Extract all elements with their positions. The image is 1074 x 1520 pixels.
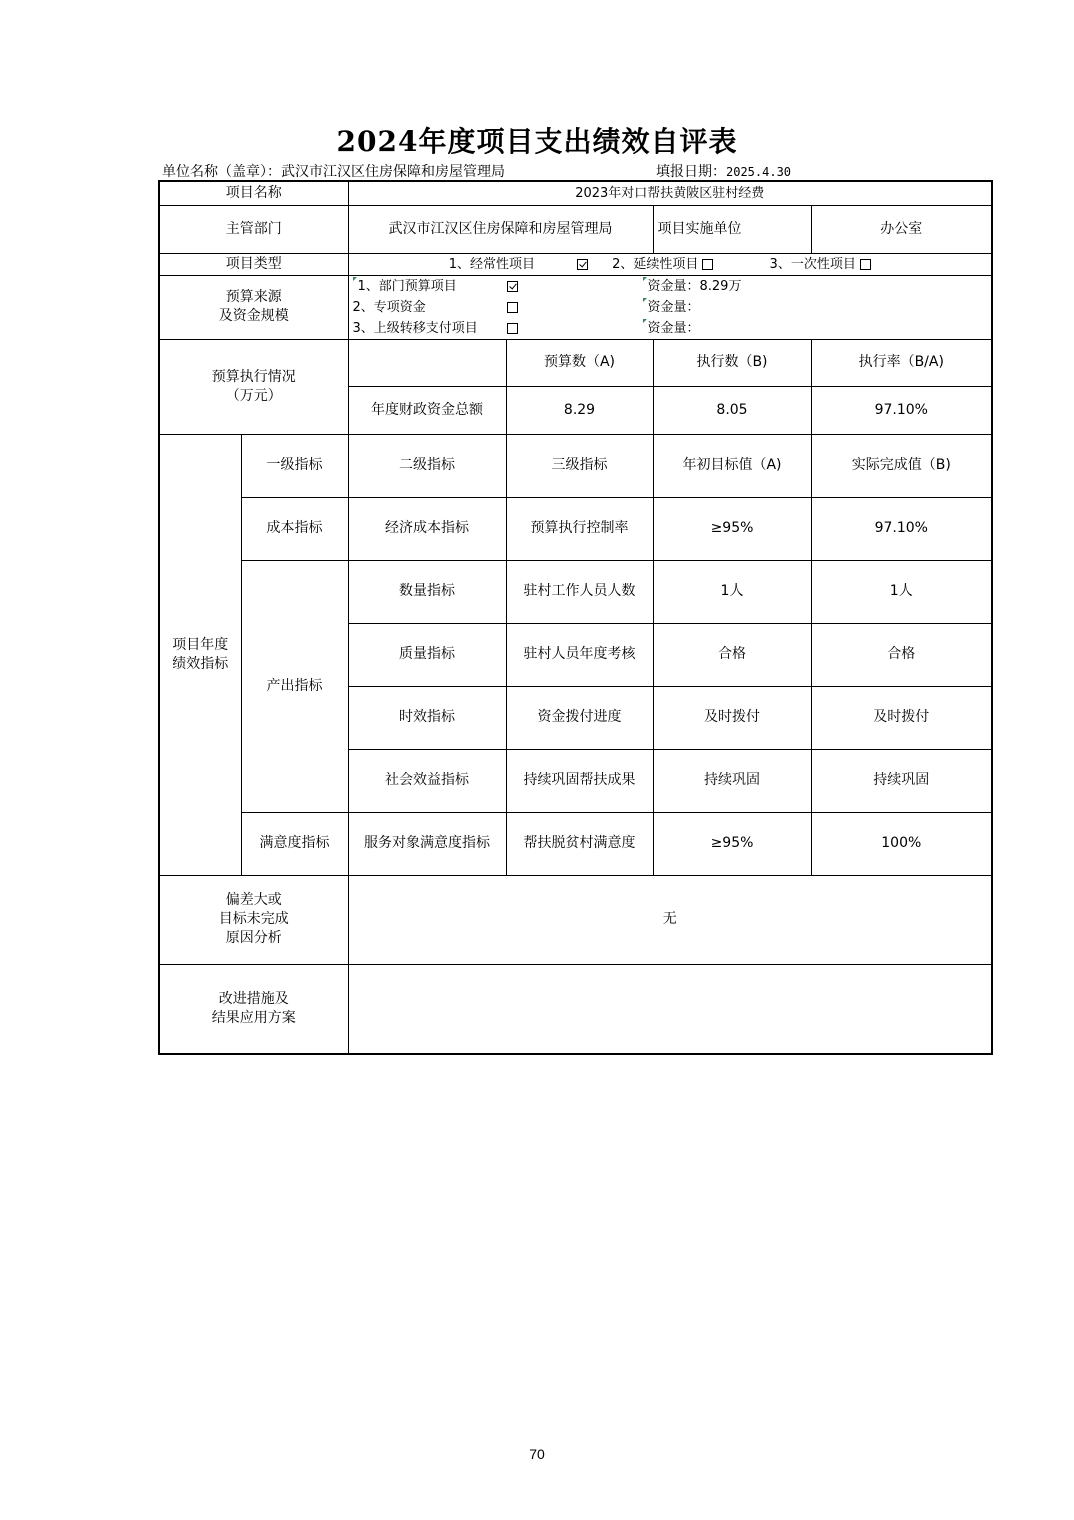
type-option-label: 3、一次性项目 [769,256,856,272]
page-title: 2024年度项目支出绩效自评表 [336,125,738,158]
source-label-line-2: 及资金规模 [218,308,289,324]
project-name-value: 2023年对口帮扶黄陂区驻村经费 [348,181,992,205]
source-option-label: 3、上级转移支付项目 [352,320,478,336]
perf-group-label [159,434,241,875]
output-target: 合格 [653,623,811,686]
source-amount: 资金量：8.29万 [647,278,742,294]
output-l2: 数量指标 [348,560,506,623]
output-l3: 驻村工作人员人数 [506,560,653,623]
improve-label-line-2: 结果应用方案 [211,1009,296,1026]
exec-row-label: 年度财政资金总额 [348,386,506,434]
output-l2: 时效指标 [348,686,506,749]
checkbox-icon[interactable] [860,259,871,270]
row-improvement [159,964,992,1054]
page-number: 70 [529,1446,545,1462]
unit-name: 单位名称（盖章）：武汉市江汉区住房保障和房屋管理局 [162,164,505,180]
output-l3: 驻村人员年度考核 [506,623,653,686]
comment-marker-icon [643,298,647,302]
perf-header-l1: 一级指标 [241,434,348,497]
perf-header-actual: 实际完成值（B) [811,434,992,497]
source-options [348,275,992,339]
perf-header-l3: 三级指标 [506,434,653,497]
type-option-label: 1、经常性项目 [448,256,535,272]
cost-l1: 成本指标 [241,497,348,560]
type-option-1 [449,257,588,272]
exec-label [159,339,348,434]
output-actual: 合格 [811,623,992,686]
type-option-label: 2、延续性项目 [612,256,699,272]
perf-group-label-line-1: 项目年度 [172,636,229,653]
row-perf-header [159,434,992,497]
performance-table [158,180,993,1055]
exec-header-rate: 执行率（B/A) [811,339,992,386]
type-option-2 [612,257,713,272]
source-amount: 资金量： [647,320,700,336]
date-value: 2025.4.30 [726,165,792,179]
improve-label [159,964,348,1054]
row-project-type [159,253,992,275]
exec-actual-value: 8.05 [653,386,811,434]
source-option-3 [353,318,992,339]
form-meta [160,161,990,181]
exec-header-budget: 预算数（A) [506,339,653,386]
source-label [159,275,348,339]
output-l3: 持续巩固帮扶成果 [506,749,653,812]
output-actual: 1人 [811,560,992,623]
source-option-label: 2、专项资金 [352,299,426,315]
exec-budget-value: 8.29 [506,386,653,434]
output-target: 持续巩固 [653,749,811,812]
perf-header-l2: 二级指标 [348,434,506,497]
source-label-line-1: 预算来源 [225,289,282,305]
exec-rate-value: 97.10% [811,386,992,434]
impl-value: 办公室 [811,205,992,253]
output-l3: 资金拨付进度 [506,686,653,749]
type-option-3 [770,257,871,272]
output-target: 1人 [653,560,811,623]
output-target: 及时拨付 [653,686,811,749]
perf-group-label-line-2: 绩效指标 [172,655,229,672]
satisfaction-l3: 帮扶脱贫村满意度 [506,812,653,875]
row-budget-source [159,275,992,339]
row-project-name [159,181,992,205]
deviation-label [159,875,348,964]
report-date [656,161,791,181]
perf-header-target: 年初目标值（A) [653,434,811,497]
exec-header-actual: 执行数（B) [653,339,811,386]
cost-l2: 经济成本指标 [348,497,506,560]
output-actual: 及时拨付 [811,686,992,749]
output-l2: 质量指标 [348,623,506,686]
checkbox-icon[interactable] [507,302,518,313]
exec-blank [348,339,506,386]
comment-marker-icon [643,277,647,281]
row-perf-satisfaction [159,812,992,875]
type-options [348,253,992,275]
improve-label-line-1: 改进措施及 [218,990,289,1007]
row-perf-output [159,560,992,623]
checkbox-icon[interactable] [702,259,713,270]
satisfaction-l2: 服务对象满意度指标 [348,812,506,875]
deviation-label-line-2: 目标未完成 [218,911,289,927]
output-actual: 持续巩固 [811,749,992,812]
date-label: 填报日期： [656,164,726,180]
satisfaction-l1: 满意度指标 [241,812,348,875]
satisfaction-actual: 100% [811,812,992,875]
cost-target: ≥95% [653,497,811,560]
deviation-value: 无 [348,875,992,964]
output-l2: 社会效益指标 [348,749,506,812]
comment-marker-icon [643,319,647,323]
exec-label-line-1: 预算执行情况 [211,368,296,385]
source-option-label: 1、部门预算项目 [357,278,457,294]
output-l1: 产出指标 [241,560,348,812]
source-option-2 [353,297,992,318]
checkbox-checked-icon[interactable] [577,259,588,270]
satisfaction-target: ≥95% [653,812,811,875]
checkbox-icon[interactable] [507,323,518,334]
row-perf-cost [159,497,992,560]
comment-marker-icon [353,277,357,281]
improve-value [348,964,992,1054]
type-label: 项目类型 [159,253,348,275]
deviation-label-line-3: 原因分析 [225,930,282,946]
row-dept [159,205,992,253]
dept-label: 主管部门 [159,205,348,253]
exec-label-line-2: （万元） [225,387,282,404]
source-amount: 资金量： [647,299,700,315]
cost-actual: 97.10% [811,497,992,560]
dept-value: 武汉市江汉区住房保障和房屋管理局 [348,205,653,253]
deviation-label-line-1: 偏差大或 [225,892,282,908]
checkbox-checked-icon[interactable] [507,281,518,292]
source-option-1 [353,276,992,297]
row-exec-header [159,339,992,386]
impl-label: 项目实施单位 [653,205,811,253]
project-name-label: 项目名称 [159,181,348,205]
cost-l3: 预算执行控制率 [506,497,653,560]
row-deviation [159,875,992,964]
